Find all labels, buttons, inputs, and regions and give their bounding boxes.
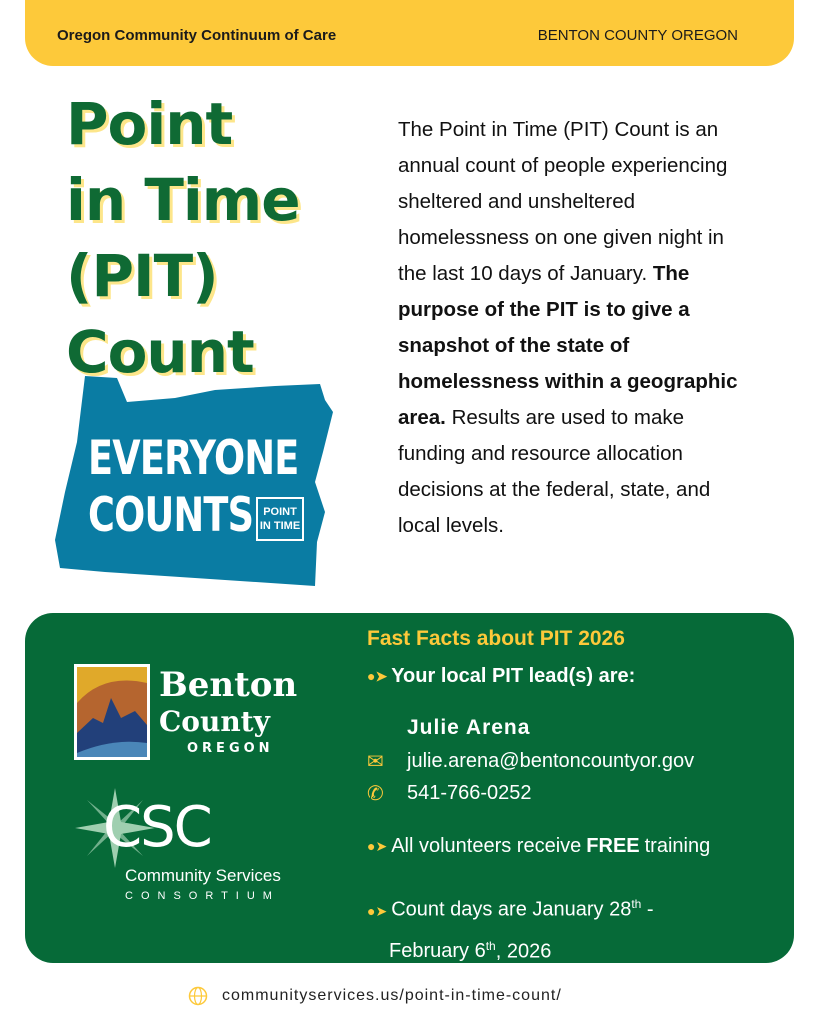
title-line: Count	[66, 318, 254, 386]
logo-line: EVERYONE	[88, 431, 299, 486]
logo-line: COUNTS	[88, 488, 254, 543]
desc-outro: Results are used to make funding and resource allocation decisions at the federal, state, and local levels.	[398, 406, 711, 537]
bullet-icon: ●➤	[367, 902, 388, 919]
header-county: BENTON COUNTY OREGON	[537, 27, 738, 44]
lead-row	[367, 665, 635, 688]
top-banner	[25, 0, 794, 66]
fast-facts-heading: Fast Facts about PIT 2026	[367, 627, 625, 650]
title-line: (PIT)	[66, 242, 218, 310]
benton-l1: Benton	[159, 665, 298, 705]
training-text-end: training	[644, 835, 711, 857]
phone-icon: ✆	[367, 783, 384, 805]
globe-icon	[188, 986, 208, 1006]
bullet-icon: ●➤	[367, 838, 388, 854]
badge-line: POINT	[263, 506, 297, 518]
benton-county-wordmark	[159, 665, 297, 759]
training-text: All volunteers receive	[391, 835, 582, 857]
dates-year: , 2026	[495, 940, 552, 963]
csc-l3: CONSORTIUM	[125, 890, 280, 902]
fast-facts-panel	[25, 613, 794, 963]
benton-l2: County	[159, 705, 270, 738]
footer-url[interactable]: communityservices.us/point-in-time-count/	[222, 987, 562, 1004]
dates-row	[367, 887, 777, 969]
phone-row	[367, 781, 532, 806]
badge-line: IN TIME	[259, 520, 301, 532]
header-org: Oregon Community Continuum of Care	[57, 27, 337, 44]
benton-l3: OREGON	[187, 741, 274, 756]
csc-l1: CSC	[103, 795, 211, 860]
footer	[188, 986, 562, 1006]
benton-county-logo-icon	[73, 663, 151, 761]
lead-label: Your local PIT lead(s) are:	[391, 665, 636, 687]
dates-dash: -	[641, 898, 654, 921]
lead-name: Julie Arena	[407, 716, 531, 739]
title-line: in Time	[66, 166, 300, 234]
phone-number[interactable]: 541-766-0252	[407, 782, 532, 804]
email-link[interactable]: julie.arena@bentoncountyor.gov	[407, 750, 695, 772]
description	[398, 112, 748, 544]
point-in-time-badge	[256, 497, 304, 541]
dates-text: Count days are January 28	[391, 898, 632, 921]
training-bold: FREE	[586, 835, 640, 857]
title-line: Point	[66, 90, 233, 158]
dates-text-2: February 6	[389, 940, 486, 963]
csc-l2: Community Services	[125, 866, 281, 885]
desc-bold: The purpose of the PIT is to give a snapshot of the state of homelessness within a geographic area.	[398, 262, 738, 429]
training-row	[367, 835, 710, 858]
email-row	[367, 749, 694, 774]
dates-sup: th	[631, 897, 642, 911]
desc-intro: The Point in Time (PIT) Count is an annual count of people experiencing sheltered and unsheltered homelessness on one given night in the last 10 days of January.	[398, 118, 728, 285]
page-title	[66, 86, 300, 390]
envelope-icon: ✉	[367, 751, 384, 773]
bullet-icon: ●➤	[367, 668, 388, 684]
dates-sup-2: th	[485, 938, 496, 953]
